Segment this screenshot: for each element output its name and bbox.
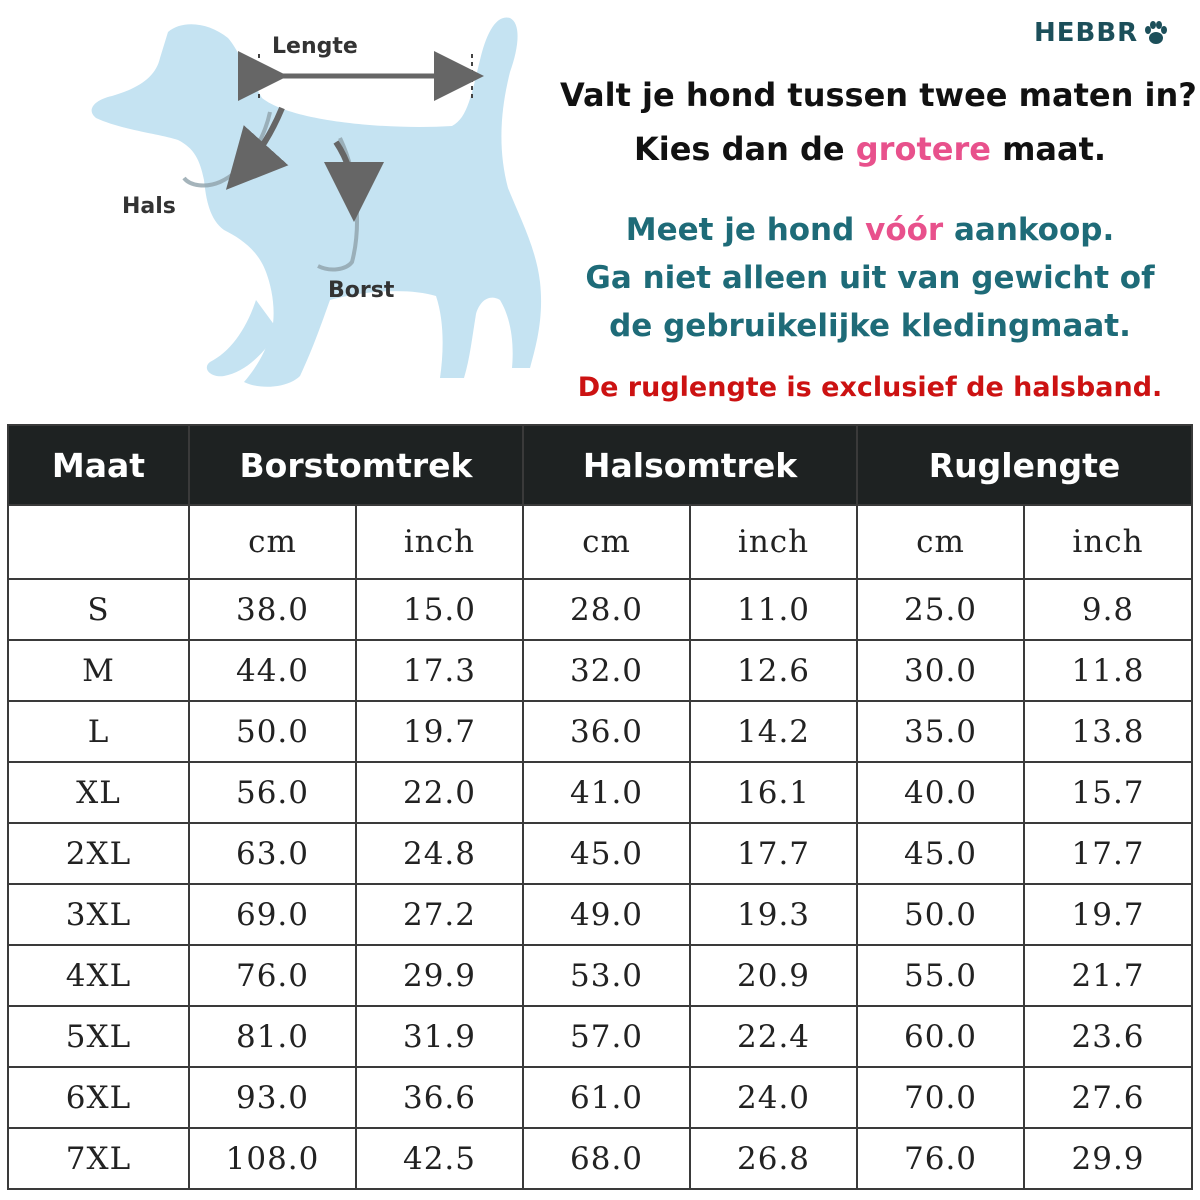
table-cell: 41.0 <box>523 762 690 823</box>
table-cell: 22.4 <box>690 1006 857 1067</box>
neck-label: Hals <box>122 194 176 219</box>
table-cell: 15.0 <box>356 579 523 640</box>
headline-between-sizes: Valt je hond tussen twee maten in? <box>560 76 1197 114</box>
brand-name: HEBBR <box>1034 18 1139 48</box>
tip-text: Meet je hond <box>625 212 866 248</box>
table-cell: 14.2 <box>690 701 857 762</box>
table-cell: 29.9 <box>356 945 523 1006</box>
size-cell: S <box>8 579 189 640</box>
header-neck: Halsomtrek <box>523 425 857 505</box>
unit-row <box>8 505 1192 579</box>
headline-text: Kies dan de <box>633 130 856 168</box>
table-cell: 17.7 <box>690 823 857 884</box>
headline-choose-larger <box>560 130 1180 168</box>
table-cell: 30.0 <box>857 640 1024 701</box>
table-cell: 70.0 <box>857 1067 1024 1128</box>
table-row <box>8 701 1192 762</box>
unit-cell: inch <box>690 505 857 579</box>
header-size: Maat <box>8 425 189 505</box>
table-cell: 81.0 <box>189 1006 356 1067</box>
table-row <box>8 579 1192 640</box>
table-cell: 76.0 <box>189 945 356 1006</box>
table-cell: 31.9 <box>356 1006 523 1067</box>
size-cell: 4XL <box>8 945 189 1006</box>
tip-accent: vóór <box>865 212 944 248</box>
table-cell: 29.9 <box>1024 1128 1192 1189</box>
table-row <box>8 945 1192 1006</box>
unit-cell: cm <box>523 505 690 579</box>
paw-icon <box>1142 19 1170 47</box>
table-cell: 19.7 <box>1024 884 1192 945</box>
table-cell: 35.0 <box>857 701 1024 762</box>
table-cell: 63.0 <box>189 823 356 884</box>
table-row <box>8 640 1192 701</box>
size-cell: XL <box>8 762 189 823</box>
table-cell: 17.7 <box>1024 823 1192 884</box>
length-label: Lengte <box>272 34 358 59</box>
table-cell: 56.0 <box>189 762 356 823</box>
table-cell: 69.0 <box>189 884 356 945</box>
table-cell: 108.0 <box>189 1128 356 1189</box>
table-cell: 61.0 <box>523 1067 690 1128</box>
table-row <box>8 823 1192 884</box>
table-cell: 36.6 <box>356 1067 523 1128</box>
table-row <box>8 884 1192 945</box>
size-cell: 3XL <box>8 884 189 945</box>
unit-cell: inch <box>1024 505 1192 579</box>
tip-measure-before <box>560 212 1180 248</box>
table-cell: 45.0 <box>857 823 1024 884</box>
size-chart-table <box>7 424 1193 1190</box>
table-cell: 57.0 <box>523 1006 690 1067</box>
tip-clothing-size: de gebruikelijke kledingmaat. <box>609 308 1131 344</box>
table-cell: 24.0 <box>690 1067 857 1128</box>
table-cell: 68.0 <box>523 1128 690 1189</box>
size-cell: 7XL <box>8 1128 189 1189</box>
unit-cell: cm <box>189 505 356 579</box>
table-cell: 11.0 <box>690 579 857 640</box>
table-cell: 76.0 <box>857 1128 1024 1189</box>
table-cell: 49.0 <box>523 884 690 945</box>
table-row <box>8 1128 1192 1189</box>
table-row <box>8 1006 1192 1067</box>
size-cell: 2XL <box>8 823 189 884</box>
brand-logo <box>1034 18 1170 48</box>
table-row <box>8 762 1192 823</box>
table-cell: 36.0 <box>523 701 690 762</box>
headline-accent: grotere <box>855 130 991 168</box>
table-cell: 24.8 <box>356 823 523 884</box>
table-cell: 19.3 <box>690 884 857 945</box>
table-cell: 42.5 <box>356 1128 523 1189</box>
table-cell: 60.0 <box>857 1006 1024 1067</box>
table-header-row <box>8 425 1192 505</box>
size-cell: 5XL <box>8 1006 189 1067</box>
table-cell: 27.2 <box>356 884 523 945</box>
table-cell: 16.1 <box>690 762 857 823</box>
table-cell: 11.8 <box>1024 640 1192 701</box>
unit-cell: inch <box>356 505 523 579</box>
table-cell: 50.0 <box>189 701 356 762</box>
table-cell: 26.8 <box>690 1128 857 1189</box>
dog-measurement-figure <box>60 0 560 410</box>
table-cell: 22.0 <box>356 762 523 823</box>
table-cell: 23.6 <box>1024 1006 1192 1067</box>
table-cell: 45.0 <box>523 823 690 884</box>
unit-empty-cell <box>8 505 189 579</box>
table-cell: 17.3 <box>356 640 523 701</box>
back-length-note: De ruglengte is exclusief de halsband. <box>577 372 1163 403</box>
size-cell: 6XL <box>8 1067 189 1128</box>
table-cell: 44.0 <box>189 640 356 701</box>
table-cell: 40.0 <box>857 762 1024 823</box>
table-cell: 12.6 <box>690 640 857 701</box>
header-chest: Borstomtrek <box>189 425 523 505</box>
table-cell: 55.0 <box>857 945 1024 1006</box>
table-cell: 19.7 <box>356 701 523 762</box>
table-row <box>8 1067 1192 1128</box>
table-cell: 38.0 <box>189 579 356 640</box>
table-cell: 93.0 <box>189 1067 356 1128</box>
unit-cell: cm <box>857 505 1024 579</box>
size-cell: M <box>8 640 189 701</box>
table-cell: 13.8 <box>1024 701 1192 762</box>
table-cell: 21.7 <box>1024 945 1192 1006</box>
table-cell: 50.0 <box>857 884 1024 945</box>
size-cell: L <box>8 701 189 762</box>
tip-text: aankoop. <box>943 212 1115 248</box>
tip-weight: Ga niet alleen uit van gewicht of <box>585 260 1155 296</box>
headline-text: maat. <box>990 130 1107 168</box>
chest-label: Borst <box>328 278 395 303</box>
table-cell: 15.7 <box>1024 762 1192 823</box>
table-cell: 32.0 <box>523 640 690 701</box>
table-cell: 9.8 <box>1024 579 1192 640</box>
header-back-length: Ruglengte <box>857 425 1192 505</box>
table-cell: 53.0 <box>523 945 690 1006</box>
table-cell: 25.0 <box>857 579 1024 640</box>
table-cell: 27.6 <box>1024 1067 1192 1128</box>
table-cell: 20.9 <box>690 945 857 1006</box>
table-cell: 28.0 <box>523 579 690 640</box>
